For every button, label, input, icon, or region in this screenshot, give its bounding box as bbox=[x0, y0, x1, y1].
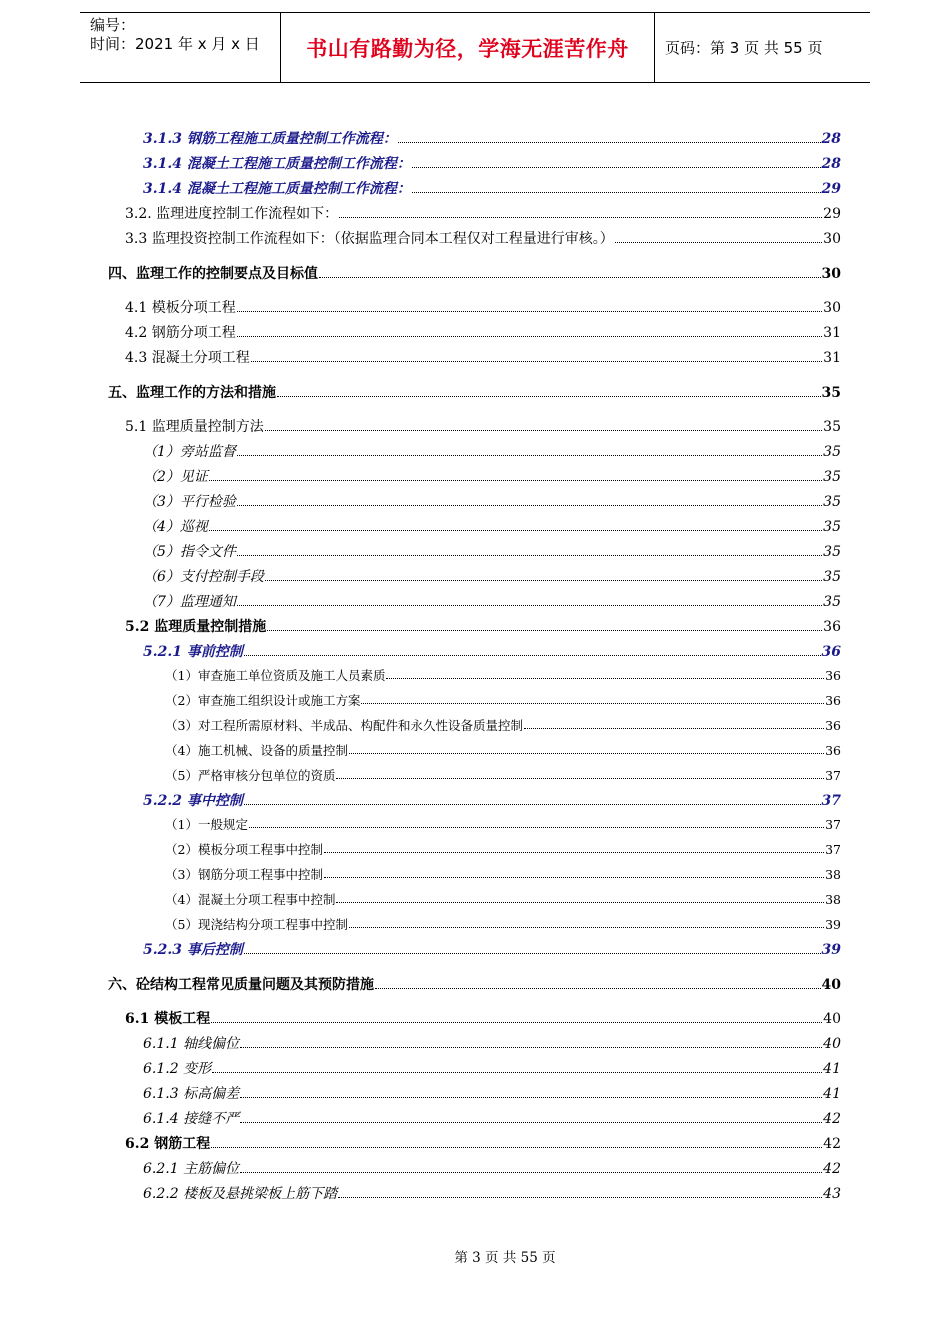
toc-entry[interactable]: （3）对工程所需原材料、半成品、构配件和永久性设备质量控制 36 bbox=[165, 718, 841, 733]
page-footer: 第 3 页 共 55 页 bbox=[454, 1250, 556, 1266]
header-motto: 书山有路勤为径，学海无涯苦作舟 bbox=[281, 13, 655, 82]
toc-entry[interactable]: 6.1 模板工程 40 bbox=[125, 1011, 841, 1027]
toc-entry[interactable]: 4.1 模板分项工程 30 bbox=[125, 300, 841, 316]
toc-entry[interactable]: 6.1.1 轴线偏位 40 bbox=[143, 1036, 841, 1052]
toc-entry[interactable]: 5.2 监理质量控制措施 36 bbox=[125, 619, 841, 635]
toc-entry[interactable]: 5.2.1 事前控制 36 bbox=[143, 644, 841, 660]
toc-entry[interactable]: 六、砼结构工程常见质量问题及其预防措施 40 bbox=[108, 977, 841, 993]
header-page-info: 页码：第 3 页 共 55 页 bbox=[665, 39, 823, 57]
toc-entry[interactable]: （7）监理通知 35 bbox=[143, 594, 841, 610]
toc-entry[interactable]: （5）严格审核分包单位的资质 37 bbox=[165, 768, 841, 783]
toc-entry[interactable]: 5.1 监理质量控制方法 35 bbox=[125, 419, 841, 435]
toc-entry[interactable]: （1）旁站监督 35 bbox=[143, 444, 841, 460]
toc-entry[interactable]: （2）见证 35 bbox=[143, 469, 841, 485]
toc-entry[interactable]: 6.1.2 变形 41 bbox=[143, 1061, 841, 1077]
toc-entry[interactable]: （4）施工机械、设备的质量控制 36 bbox=[165, 743, 841, 758]
toc-entry[interactable]: 3.1.4 混凝土工程施工质量控制工作流程： 29 bbox=[143, 181, 841, 197]
toc-entry[interactable]: 四、监理工作的控制要点及目标值 30 bbox=[108, 266, 841, 282]
toc-entry[interactable]: （5）现浇结构分项工程事中控制 39 bbox=[165, 917, 841, 932]
toc-entry[interactable]: 6.2.1 主筋偏位 42 bbox=[143, 1161, 841, 1177]
toc-entry[interactable]: 6.1.4 接缝不严 42 bbox=[143, 1111, 841, 1127]
header-time: 时间：2021 年 x 月 x 日 bbox=[90, 35, 260, 53]
page-header bbox=[80, 12, 870, 83]
toc-entry[interactable]: 4.2 钢筋分项工程 31 bbox=[125, 325, 841, 341]
toc-entry[interactable]: （4）混凝土分项工程事中控制 38 bbox=[165, 892, 841, 907]
toc-entry[interactable]: 6.2.2 楼板及悬挑梁板上筋下踏 43 bbox=[143, 1186, 841, 1202]
toc-entry[interactable]: （2）模板分项工程事中控制 37 bbox=[165, 842, 841, 857]
toc-entry[interactable]: （5）指令文件 35 bbox=[143, 544, 841, 560]
header-meta bbox=[80, 13, 281, 82]
toc-entry[interactable]: 6.1.3 标高偏差 41 bbox=[143, 1086, 841, 1102]
toc-entry[interactable]: （4）巡视 35 bbox=[143, 519, 841, 535]
toc-entry[interactable]: 3.1.3 钢筋工程施工质量控制工作流程： 28 bbox=[143, 131, 841, 147]
toc-entry[interactable]: （6）支付控制手段 35 bbox=[143, 569, 841, 585]
toc-entry[interactable]: 3.3 监理投资控制工作流程如下：（依据监理合同本工程仅对工程量进行审核。） 30 bbox=[125, 231, 841, 247]
header-number: 编号： bbox=[90, 16, 136, 34]
toc-entry[interactable]: 5.2.3 事后控制 39 bbox=[143, 942, 841, 958]
toc-entry[interactable]: （2）审查施工组织设计或施工方案 36 bbox=[165, 693, 841, 708]
toc-entry[interactable]: 3.2. 监理进度控制工作流程如下： 29 bbox=[125, 206, 841, 222]
toc-entry[interactable]: （1）审查施工单位资质及施工人员素质 36 bbox=[165, 668, 841, 683]
toc-entry[interactable]: 4.3 混凝土分项工程 31 bbox=[125, 350, 841, 366]
toc-entry[interactable]: 6.2 钢筋工程 42 bbox=[125, 1136, 841, 1152]
toc-entry[interactable]: 5.2.2 事中控制 37 bbox=[143, 793, 841, 809]
toc-entry[interactable]: （3）平行检验 35 bbox=[143, 494, 841, 510]
toc-entry[interactable]: 3.1.4 混凝土工程施工质量控制工作流程： 28 bbox=[143, 156, 841, 172]
toc-entry[interactable]: 五、监理工作的方法和措施 35 bbox=[108, 385, 841, 401]
toc-entry[interactable]: （1）一般规定 37 bbox=[165, 817, 841, 832]
toc-entry[interactable]: （3）钢筋分项工程事中控制 38 bbox=[165, 867, 841, 882]
